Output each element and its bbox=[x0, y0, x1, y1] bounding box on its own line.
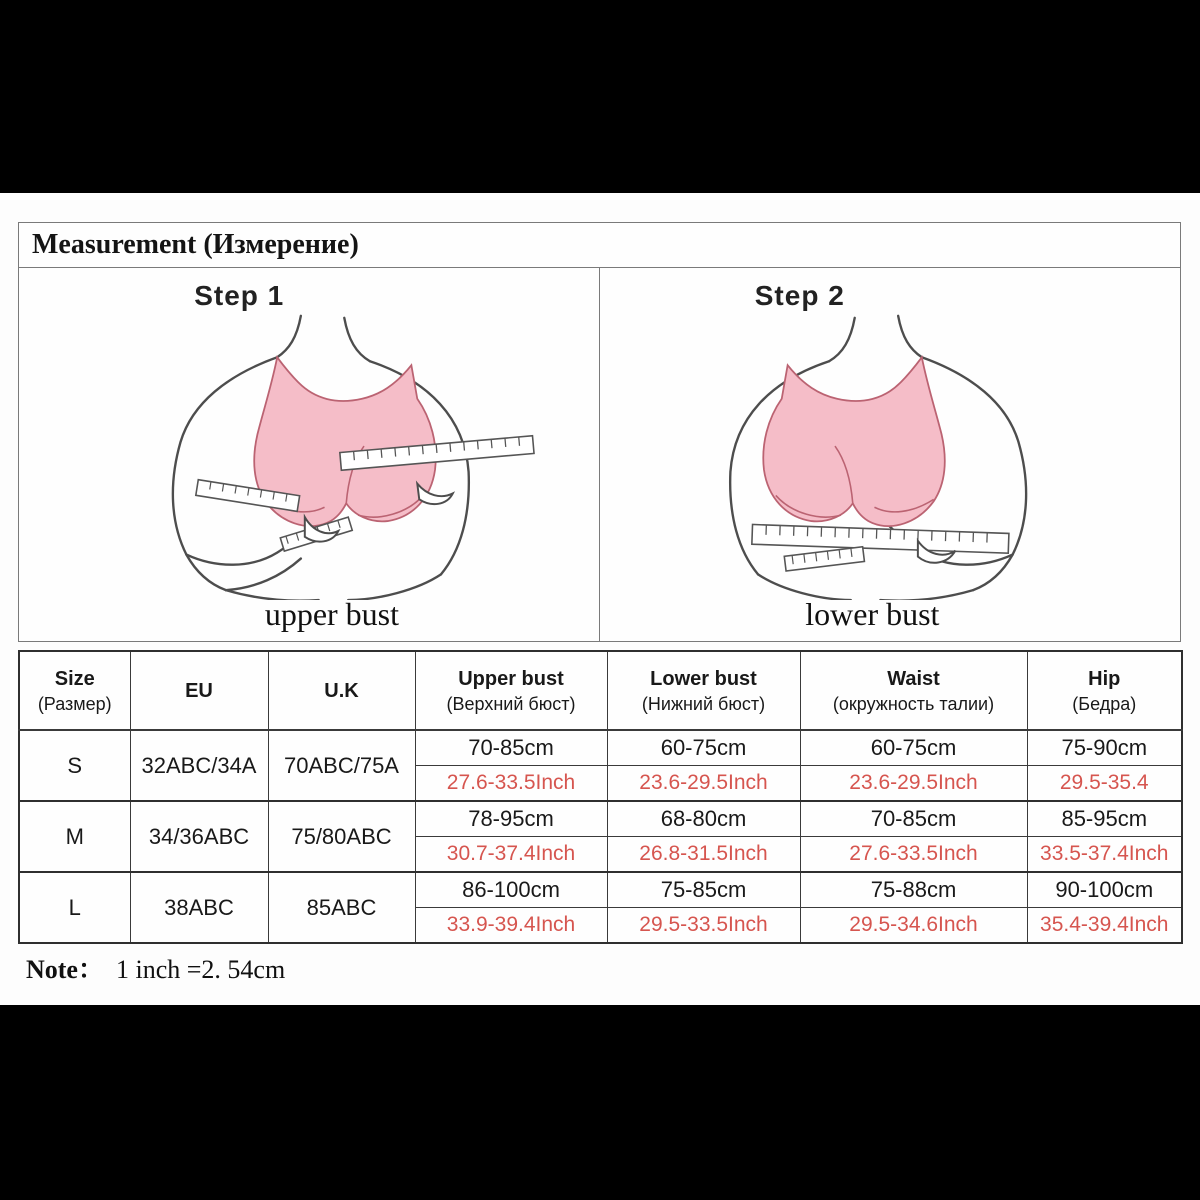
value-cell-cm: 60-75cm bbox=[800, 730, 1027, 766]
measurement-info-box bbox=[18, 222, 1181, 642]
value-cell-inch: 29.5-33.5Inch bbox=[607, 908, 800, 944]
step-1-label: Step 1 bbox=[194, 280, 285, 311]
column-header-lower-bust: Lower bust (Нижний бюст) bbox=[607, 651, 800, 730]
illustration-panels bbox=[19, 268, 1180, 641]
value-cell-cm: 60-75cm bbox=[607, 730, 800, 766]
row-l-cm bbox=[19, 872, 1182, 908]
value-cell-inch: 23.6-29.5Inch bbox=[800, 766, 1027, 802]
column-header-eu: EU bbox=[130, 651, 268, 730]
column-header-uk: U.K bbox=[268, 651, 415, 730]
page-title: Measurement (Измерение) bbox=[32, 229, 359, 260]
eu-cell: 38ABC bbox=[130, 872, 268, 943]
step-2-caption: lower bust bbox=[805, 596, 940, 632]
value-cell-cm: 75-85cm bbox=[607, 872, 800, 908]
eu-cell: 34/36ABC bbox=[130, 801, 268, 872]
value-cell-inch: 30.7-37.4Inch bbox=[415, 837, 607, 873]
size-cell: M bbox=[19, 801, 130, 872]
conversion-note bbox=[26, 949, 285, 986]
value-cell-cm: 90-100cm bbox=[1027, 872, 1182, 908]
value-cell-inch: 33.9-39.4Inch bbox=[415, 908, 607, 944]
size-cell: L bbox=[19, 872, 130, 943]
value-cell-inch: 33.5-37.4Inch bbox=[1027, 837, 1182, 873]
size-cell: S bbox=[19, 730, 130, 801]
measurement-sheet bbox=[0, 193, 1200, 1005]
measuring-tape-band bbox=[751, 524, 1008, 553]
note-text: 1 inch =2. 54cm bbox=[115, 955, 286, 984]
panel-step-2 bbox=[600, 268, 1181, 641]
column-header-waist: Waist (окружность талии) bbox=[800, 651, 1027, 730]
value-cell-inch: 27.6-33.5Inch bbox=[415, 766, 607, 802]
value-cell-inch: 29.5-34.6Inch bbox=[800, 908, 1027, 944]
step-1-caption: upper bust bbox=[264, 596, 400, 632]
column-header-upper-bust: Upper bust (Верхний бюст) bbox=[415, 651, 607, 730]
value-cell-cm: 68-80cm bbox=[607, 801, 800, 837]
value-cell-inch: 26.8-31.5Inch bbox=[607, 837, 800, 873]
value-cell-cm: 85-95cm bbox=[1027, 801, 1182, 837]
note-label: Note： bbox=[26, 955, 104, 984]
measuring-tape-end bbox=[784, 547, 864, 571]
value-cell-inch: 35.4-39.4Inch bbox=[1027, 908, 1182, 944]
lower-bust-measure-illustration bbox=[600, 304, 1181, 600]
uk-cell: 85ABC bbox=[268, 872, 415, 943]
title-row bbox=[19, 223, 1180, 268]
column-header-size: Size (Размер) bbox=[19, 651, 130, 730]
panel-step-1 bbox=[19, 268, 600, 641]
upper-bust-measure-illustration bbox=[19, 304, 599, 600]
uk-cell: 75/80ABC bbox=[268, 801, 415, 872]
value-cell-cm: 75-88cm bbox=[800, 872, 1027, 908]
bra-shape bbox=[763, 357, 945, 526]
value-cell-inch: 23.6-29.5Inch bbox=[607, 766, 800, 802]
row-m-cm bbox=[19, 801, 1182, 837]
value-cell-cm: 75-90cm bbox=[1027, 730, 1182, 766]
value-cell-cm: 70-85cm bbox=[800, 801, 1027, 837]
row-s-cm bbox=[19, 730, 1182, 766]
column-header-hip: Hip (Бедра) bbox=[1027, 651, 1182, 730]
value-cell-inch: 29.5-35.4 bbox=[1027, 766, 1182, 802]
value-cell-inch: 27.6-33.5Inch bbox=[800, 837, 1027, 873]
size-table bbox=[18, 650, 1183, 944]
step-2-label: Step 2 bbox=[754, 280, 845, 311]
value-cell-cm: 70-85cm bbox=[415, 730, 607, 766]
eu-cell: 32ABC/34A bbox=[130, 730, 268, 801]
value-cell-cm: 78-95cm bbox=[415, 801, 607, 837]
uk-cell: 70ABC/75A bbox=[268, 730, 415, 801]
value-cell-cm: 86-100cm bbox=[415, 872, 607, 908]
